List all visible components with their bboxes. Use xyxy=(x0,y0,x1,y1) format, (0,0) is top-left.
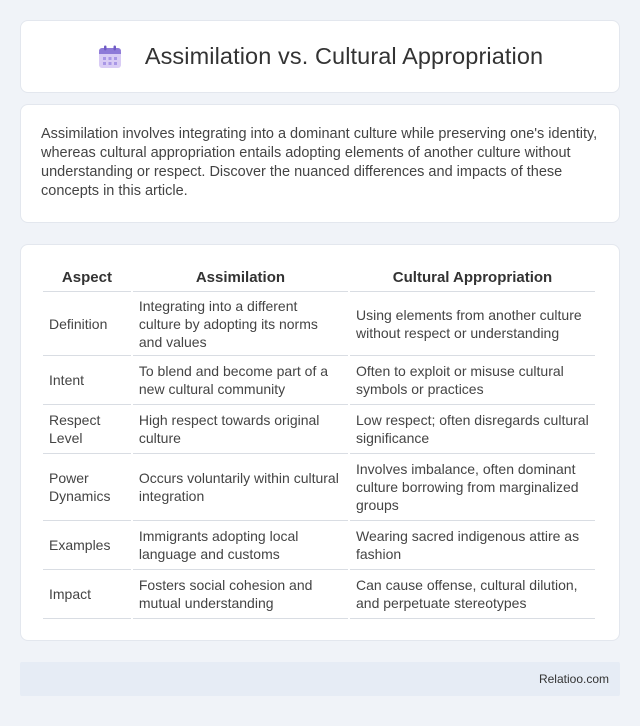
cell-aspect: Impact xyxy=(43,570,131,619)
table-row xyxy=(43,454,595,521)
header-aspect: Aspect xyxy=(43,265,131,292)
footer-site-link[interactable]: Relatioo.com xyxy=(538,672,609,686)
table-header-row xyxy=(43,265,595,292)
header-assimilation: Assimilation xyxy=(133,265,348,292)
cell-appropriation: Low respect; often disregards cultural significance xyxy=(350,405,595,454)
calendar-icon xyxy=(97,44,123,70)
page-title: Assimilation vs. Cultural Appropriation xyxy=(144,43,544,69)
cell-aspect: Power Dynamics xyxy=(43,454,131,521)
cell-assimilation: Fosters social cohesion and mutual understanding xyxy=(133,570,348,619)
cell-aspect: Definition xyxy=(43,292,131,356)
table-row xyxy=(43,570,595,619)
cell-aspect: Examples xyxy=(43,521,131,570)
cell-appropriation: Wearing sacred indigenous attire as fashion xyxy=(350,521,595,570)
cell-assimilation: To blend and become part of a new cultural community xyxy=(133,356,348,405)
cell-appropriation: Often to exploit or misuse cultural symbols or practices xyxy=(350,356,595,405)
cell-appropriation: Involves imbalance, often dominant culture borrowing from marginalized groups xyxy=(350,454,595,521)
title-wrap xyxy=(97,43,543,70)
cell-aspect: Respect Level xyxy=(43,405,131,454)
title-card xyxy=(20,20,620,93)
intro-paragraph: Assimilation involves integrating into a dominant culture while preserving one's identity, whereas cultural appropriation entails adopting elements of another culture without understanding or respect. Discover the nuanced differences and impacts of these concepts in this article. xyxy=(41,126,598,199)
cell-appropriation: Using elements from another culture without respect or understanding xyxy=(350,292,595,356)
cell-assimilation: Integrating into a different culture by adopting its norms and values xyxy=(133,292,348,356)
cell-assimilation: Occurs voluntarily within cultural integration xyxy=(133,454,348,521)
footer xyxy=(20,662,620,696)
cell-appropriation: Can cause offense, cultural dilution, and perpetuate stereotypes xyxy=(350,570,595,619)
table-row xyxy=(43,521,595,570)
comparison-table xyxy=(41,265,597,619)
cell-assimilation: Immigrants adopting local language and customs xyxy=(133,521,348,570)
cell-assimilation: High respect towards original culture xyxy=(133,405,348,454)
table-row xyxy=(43,405,595,454)
cell-aspect: Intent xyxy=(43,356,131,405)
header-cultural-appropriation: Cultural Appropriation xyxy=(350,265,595,292)
table-row xyxy=(43,292,595,356)
table-row xyxy=(43,356,595,405)
intro-card xyxy=(20,104,620,223)
table-card xyxy=(20,244,620,641)
